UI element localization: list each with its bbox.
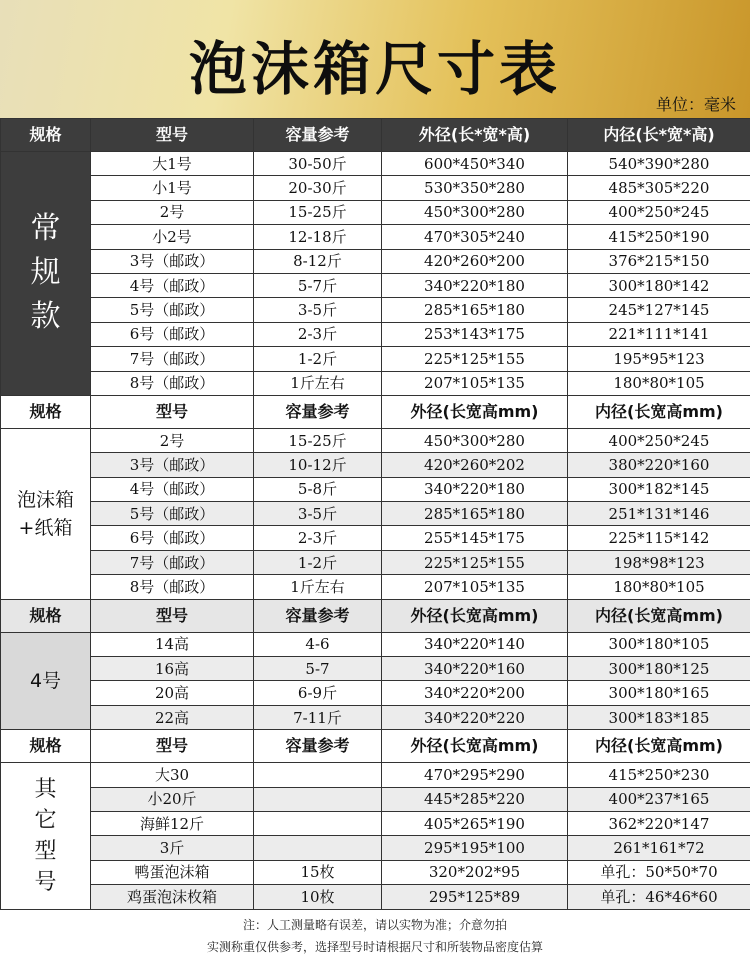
model-cell: 8号（邮政） xyxy=(91,575,254,599)
inner-size-cell: 300*180*105 xyxy=(568,632,750,656)
model-cell: 14高 xyxy=(91,632,254,656)
section-header-row xyxy=(1,395,750,428)
section-label-text: 泡沫箱 +纸箱 xyxy=(16,488,74,539)
capacity-cell: 6-9斤 xyxy=(254,681,382,705)
capacity-cell: 10-12斤 xyxy=(254,453,382,477)
column-header: 容量参考 xyxy=(254,730,382,763)
inner-size-cell: 300*180*125 xyxy=(568,657,750,681)
table-row xyxy=(1,249,750,273)
section-header-row xyxy=(1,119,750,152)
table-row xyxy=(1,657,750,681)
inner-size-cell: 300*180*142 xyxy=(568,273,750,297)
column-header: 容量参考 xyxy=(254,395,382,428)
inner-size-cell: 540*390*280 xyxy=(568,152,750,176)
capacity-cell: 12-18斤 xyxy=(254,225,382,249)
inner-size-cell: 300*180*165 xyxy=(568,681,750,705)
outer-size-cell: 285*165*180 xyxy=(382,298,568,322)
outer-size-cell: 530*350*280 xyxy=(382,176,568,200)
outer-size-cell: 207*105*135 xyxy=(382,371,568,395)
table-row xyxy=(1,152,750,176)
column-header: 容量参考 xyxy=(254,599,382,632)
outer-size-cell: 295*195*100 xyxy=(382,836,568,860)
model-cell: 16高 xyxy=(91,657,254,681)
column-header: 容量参考 xyxy=(254,119,382,152)
outer-size-cell: 340*220*140 xyxy=(382,632,568,656)
capacity-cell: 2-3斤 xyxy=(254,322,382,346)
inner-size-cell: 362*220*147 xyxy=(568,811,750,835)
capacity-cell: 5-8斤 xyxy=(254,477,382,501)
column-header: 型号 xyxy=(91,395,254,428)
table-row xyxy=(1,477,750,501)
capacity-cell: 2-3斤 xyxy=(254,526,382,550)
section-header-row xyxy=(1,599,750,632)
capacity-cell: 15-25斤 xyxy=(254,428,382,452)
section-label-text: 常 规 款 xyxy=(30,211,61,335)
inner-size-cell: 300*182*145 xyxy=(568,477,750,501)
capacity-cell: 1斤左右 xyxy=(254,371,382,395)
outer-size-cell: 420*260*200 xyxy=(382,249,568,273)
column-header: 外径(长宽高mm) xyxy=(382,599,568,632)
inner-size-cell: 单孔：46*46*60 xyxy=(568,885,750,909)
table-row xyxy=(1,502,750,526)
capacity-cell: 8-12斤 xyxy=(254,249,382,273)
model-cell: 8号（邮政） xyxy=(91,371,254,395)
footnote-2: 实测称重仅供参考，选择型号时请根据尺寸和所装物品密度估算 xyxy=(206,940,543,954)
capacity-cell xyxy=(254,763,382,787)
table-row xyxy=(1,811,750,835)
table-row xyxy=(1,273,750,297)
capacity-cell: 30-50斤 xyxy=(254,152,382,176)
capacity-cell: 15-25斤 xyxy=(254,200,382,224)
capacity-cell: 5-7斤 xyxy=(254,273,382,297)
footnote-1: 注：人工测量略有误差，请以实物为准；介意勿拍 xyxy=(242,918,507,932)
capacity-cell: 1-2斤 xyxy=(254,347,382,371)
page-title: 泡沫箱尺寸表 xyxy=(188,35,561,103)
section-label-text: 其 它 型 号 xyxy=(34,776,57,895)
outer-size-cell: 253*143*175 xyxy=(382,322,568,346)
table-row xyxy=(1,526,750,550)
model-cell: 7号（邮政） xyxy=(91,550,254,574)
capacity-cell: 1-2斤 xyxy=(254,550,382,574)
table-row xyxy=(1,176,750,200)
column-header: 规格 xyxy=(1,730,91,763)
table-row xyxy=(1,787,750,811)
inner-size-cell: 300*183*185 xyxy=(568,705,750,729)
model-cell: 5号（邮政） xyxy=(91,502,254,526)
section-label-text: 4号 xyxy=(29,669,62,692)
table-row xyxy=(1,453,750,477)
outer-size-cell: 320*202*95 xyxy=(382,860,568,884)
title-banner xyxy=(0,0,750,118)
outer-size-cell: 340*220*200 xyxy=(382,681,568,705)
column-header: 内径(长宽高mm) xyxy=(568,395,750,428)
model-cell: 6号（邮政） xyxy=(91,322,254,346)
column-header: 内径(长宽高mm) xyxy=(568,730,750,763)
section-label xyxy=(1,152,91,396)
inner-size-cell: 400*250*245 xyxy=(568,428,750,452)
model-cell: 鸡蛋泡沫枚箱 xyxy=(91,885,254,909)
section-label xyxy=(1,428,91,599)
inner-size-cell: 261*161*72 xyxy=(568,836,750,860)
model-cell: 鸭蛋泡沫箱 xyxy=(91,860,254,884)
model-cell: 小1号 xyxy=(91,176,254,200)
outer-size-cell: 405*265*190 xyxy=(382,811,568,835)
column-header: 外径(长宽高mm) xyxy=(382,730,568,763)
table-row xyxy=(1,681,750,705)
table-row xyxy=(1,225,750,249)
inner-size-cell: 251*131*146 xyxy=(568,502,750,526)
inner-size-cell: 180*80*105 xyxy=(568,371,750,395)
table-row xyxy=(1,836,750,860)
inner-size-cell: 单孔：50*50*70 xyxy=(568,860,750,884)
capacity-cell: 5-7 xyxy=(254,657,382,681)
inner-size-cell: 376*215*150 xyxy=(568,249,750,273)
model-cell: 22高 xyxy=(91,705,254,729)
model-cell: 小2号 xyxy=(91,225,254,249)
outer-size-cell: 285*165*180 xyxy=(382,502,568,526)
outer-size-cell: 600*450*340 xyxy=(382,152,568,176)
capacity-cell: 20-30斤 xyxy=(254,176,382,200)
capacity-cell: 1斤左右 xyxy=(254,575,382,599)
capacity-cell: 15枚 xyxy=(254,860,382,884)
column-header: 外径(长宽高mm) xyxy=(382,395,568,428)
outer-size-cell: 340*220*160 xyxy=(382,657,568,681)
model-cell: 海鲜12斤 xyxy=(91,811,254,835)
model-cell: 2号 xyxy=(91,428,254,452)
section-label xyxy=(1,632,91,730)
capacity-cell: 3-5斤 xyxy=(254,298,382,322)
inner-size-cell: 400*250*245 xyxy=(568,200,750,224)
outer-size-cell: 445*285*220 xyxy=(382,787,568,811)
inner-size-cell: 180*80*105 xyxy=(568,575,750,599)
model-cell: 7号（邮政） xyxy=(91,347,254,371)
inner-size-cell: 195*95*123 xyxy=(568,347,750,371)
inner-size-cell: 415*250*190 xyxy=(568,225,750,249)
model-cell: 4号（邮政） xyxy=(91,477,254,501)
column-header: 内径(长宽高mm) xyxy=(568,599,750,632)
capacity-cell: 4-6 xyxy=(254,632,382,656)
outer-size-cell: 207*105*135 xyxy=(382,575,568,599)
outer-size-cell: 225*125*155 xyxy=(382,347,568,371)
capacity-cell: 10枚 xyxy=(254,885,382,909)
outer-size-cell: 295*125*89 xyxy=(382,885,568,909)
outer-size-cell: 420*260*202 xyxy=(382,453,568,477)
table-row xyxy=(1,632,750,656)
inner-size-cell: 198*98*123 xyxy=(568,550,750,574)
size-table xyxy=(0,118,750,910)
capacity-cell xyxy=(254,836,382,860)
inner-size-cell: 415*250*230 xyxy=(568,763,750,787)
capacity-cell: 7-11斤 xyxy=(254,705,382,729)
model-cell: 20高 xyxy=(91,681,254,705)
table-row xyxy=(1,322,750,346)
model-cell: 4号（邮政） xyxy=(91,273,254,297)
model-cell: 3号（邮政） xyxy=(91,249,254,273)
outer-size-cell: 340*220*220 xyxy=(382,705,568,729)
outer-size-cell: 340*220*180 xyxy=(382,273,568,297)
table-row xyxy=(1,371,750,395)
column-header: 规格 xyxy=(1,599,91,632)
inner-size-cell: 225*115*142 xyxy=(568,526,750,550)
outer-size-cell: 470*305*240 xyxy=(382,225,568,249)
outer-size-cell: 340*220*180 xyxy=(382,477,568,501)
inner-size-cell: 380*220*160 xyxy=(568,453,750,477)
outer-size-cell: 225*125*155 xyxy=(382,550,568,574)
model-cell: 3号（邮政） xyxy=(91,453,254,477)
model-cell: 大1号 xyxy=(91,152,254,176)
model-cell: 5号（邮政） xyxy=(91,298,254,322)
outer-size-cell: 470*295*290 xyxy=(382,763,568,787)
model-cell: 大30 xyxy=(91,763,254,787)
model-cell: 2号 xyxy=(91,200,254,224)
model-cell: 6号（邮政） xyxy=(91,526,254,550)
section-label xyxy=(1,763,91,909)
table-row xyxy=(1,200,750,224)
capacity-cell xyxy=(254,787,382,811)
capacity-cell xyxy=(254,811,382,835)
model-cell: 3斤 xyxy=(91,836,254,860)
outer-size-cell: 255*145*175 xyxy=(382,526,568,550)
column-header: 内径(长*宽*高) xyxy=(568,119,750,152)
table-row xyxy=(1,575,750,599)
unit-label: 单位：毫米 xyxy=(655,95,736,114)
section-header-row xyxy=(1,730,750,763)
table-row xyxy=(1,550,750,574)
inner-size-cell: 485*305*220 xyxy=(568,176,750,200)
column-header: 规格 xyxy=(1,395,91,428)
table-row xyxy=(1,428,750,452)
model-cell: 小20斤 xyxy=(91,787,254,811)
column-header: 外径(长*宽*高) xyxy=(382,119,568,152)
column-header: 规格 xyxy=(1,119,91,152)
table-row xyxy=(1,298,750,322)
outer-size-cell: 450*300*280 xyxy=(382,200,568,224)
table-row xyxy=(1,763,750,787)
table-row xyxy=(1,860,750,884)
inner-size-cell: 245*127*145 xyxy=(568,298,750,322)
outer-size-cell: 450*300*280 xyxy=(382,428,568,452)
column-header: 型号 xyxy=(91,599,254,632)
capacity-cell: 3-5斤 xyxy=(254,502,382,526)
table-row xyxy=(1,347,750,371)
column-header: 型号 xyxy=(91,119,254,152)
inner-size-cell: 221*111*141 xyxy=(568,322,750,346)
table-row xyxy=(1,705,750,729)
column-header: 型号 xyxy=(91,730,254,763)
inner-size-cell: 400*237*165 xyxy=(568,787,750,811)
table-row xyxy=(1,885,750,909)
